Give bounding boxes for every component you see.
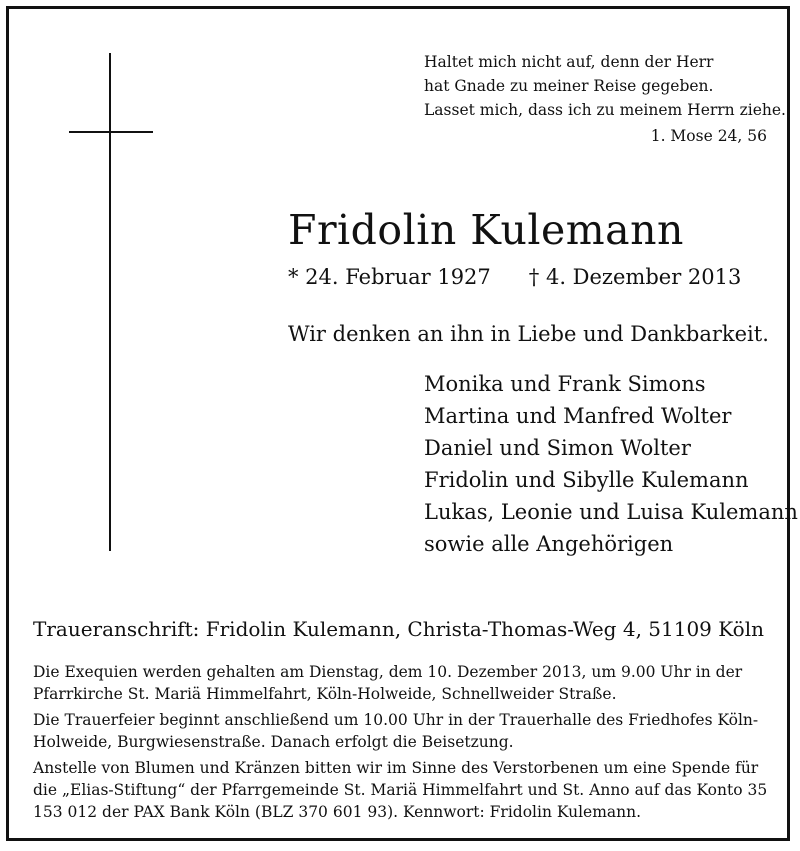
verse-line: Lasset mich, dass ich zu meinem Herrn ziehe. <box>424 101 786 119</box>
thanks-line: Wir denken an ihn in Liebe und Dankbarkeit. <box>288 322 769 346</box>
family-member: Fridolin und Sibylle Kulemann <box>424 468 749 492</box>
info-paragraph: Die Exequien werden gehalten am Dienstag, dem 10. Dezember 2013, um 9.00 Uhr in der Pfarrkirche St. Mariä Himmelfahrt, Köln-Holweide, Schnellweider Straße. <box>33 663 743 703</box>
life-dates <box>288 265 741 289</box>
family-member: Monika und Frank Simons <box>424 372 706 396</box>
verse-line: Haltet mich nicht auf, denn der Herr <box>424 53 714 71</box>
bible-verse <box>424 50 786 122</box>
verse-reference: 1. Mose 24, 56 <box>650 127 767 145</box>
family-member: sowie alle Angehörigen <box>424 532 674 556</box>
verse-line: hat Gnade zu meiner Reise gegeben. <box>424 77 714 95</box>
family-member: Daniel und Simon Wolter <box>424 436 691 460</box>
birth-date: * 24. Februar 1927 <box>288 265 491 289</box>
deceased-name: Fridolin Kulemann <box>288 206 684 254</box>
service-info <box>33 661 773 827</box>
family-member: Lukas, Leonie und Luisa Kulemann <box>424 500 798 524</box>
info-paragraph: Anstelle von Blumen und Kränzen bitten wir im Sinne des Verstorbenen um eine Spende für die „Elias-Stiftung“ der Pfarrgemeinde St. Mariä Himmelfahrt und St. Anno auf das Konto 35 153 012 der PAX Bank Köln (BLZ 370 601 93). Kennwort: Fridolin Kulemann. <box>33 759 768 821</box>
family-list <box>424 368 798 560</box>
family-member: Martina und Manfred Wolter <box>424 404 732 428</box>
mourning-address: Traueranschrift: Fridolin Kulemann, Christa-Thomas-Weg 4, 51109 Köln <box>33 617 764 641</box>
death-date: † 4. Dezember 2013 <box>528 265 742 289</box>
info-paragraph: Die Trauerfeier beginnt anschließend um 10.00 Uhr in der Trauerhalle des Friedhofes Köln-Holweide, Burgwiesenstraße. Danach erfolgt die Beisetzung. <box>33 711 759 751</box>
